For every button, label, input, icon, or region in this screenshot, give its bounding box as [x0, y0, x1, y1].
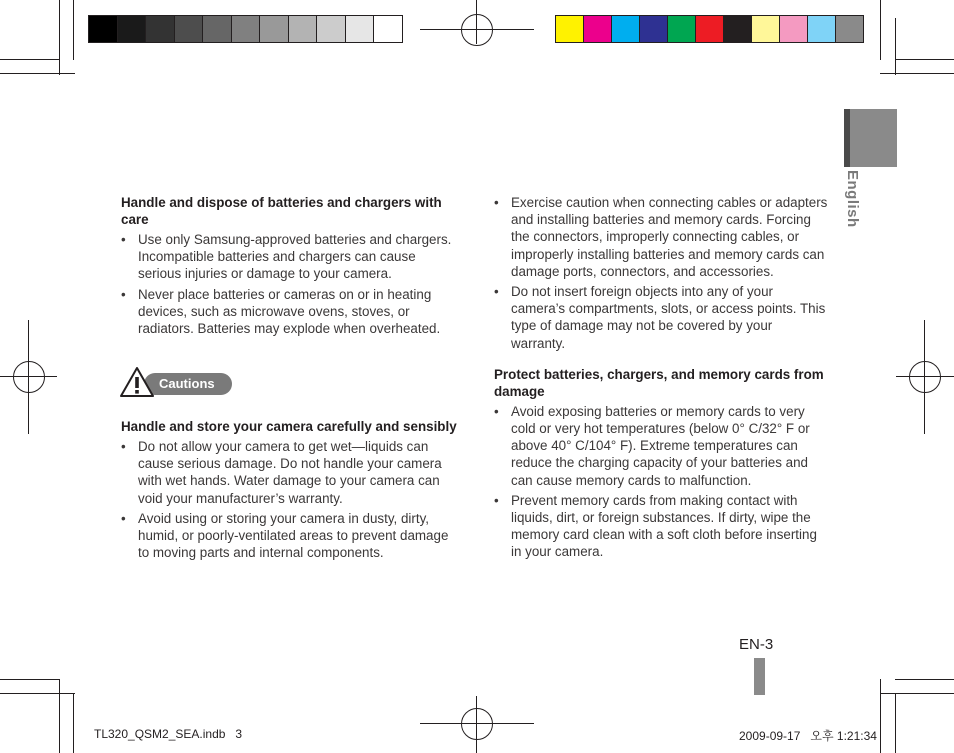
color-swatch	[667, 15, 696, 43]
crop-mark	[880, 679, 881, 753]
bullet-list	[121, 438, 461, 561]
page-number-bar	[754, 658, 765, 695]
list-item: • Do not insert foreign objects into any of your camera’s compartments, slots, or access points. This type of damage may not be covered by your warranty.	[494, 283, 830, 352]
color-swatch	[779, 15, 808, 43]
bullet-list	[494, 194, 830, 352]
section-title-protect: Protect batteries, chargers, and memory cards from damage	[494, 366, 824, 399]
grayscale-swatch-bar	[88, 15, 402, 45]
warning-icon	[119, 366, 155, 398]
crop-mark	[0, 679, 60, 680]
color-swatch	[316, 15, 346, 43]
color-swatch	[117, 15, 147, 43]
bullet-list	[494, 403, 830, 561]
side-tab-marker	[844, 109, 850, 167]
section-title-camera-care: Handle and store your camera carefully and sensibly	[121, 419, 457, 434]
crop-mark	[880, 0, 881, 60]
color-swatch	[639, 15, 668, 43]
crop-mark	[0, 693, 75, 694]
color-swatch	[259, 15, 289, 43]
color-swatch	[807, 15, 836, 43]
list-item: • Avoid exposing batteries or memory cards to very cold or very hot temperatures (below 0° C/32° F or above 40° C/104° F). Extreme temperatures can reduce the charging capacity of your batteries and can cause memory cards to malfunction.	[494, 403, 830, 489]
crop-mark	[880, 693, 954, 694]
page-number: EN-3	[739, 636, 774, 653]
crop-mark	[895, 18, 896, 75]
list-item: • Prevent memory cards from making contact with liquids, dirt, or foreign substances. If dirty, wipe the memory card clean with a soft cloth before inserting in your camera.	[494, 492, 830, 561]
crop-mark	[73, 0, 74, 60]
crop-mark	[0, 73, 75, 74]
color-swatch	[555, 15, 584, 43]
crop-mark	[895, 679, 954, 680]
crop-mark	[895, 59, 954, 60]
side-tab-block	[848, 109, 897, 167]
crop-mark	[59, 0, 60, 75]
color-swatch	[145, 15, 175, 43]
process-color-swatch-bar	[555, 15, 863, 45]
footer-filename: TL320_QSM2_SEA.indb 3	[94, 727, 243, 741]
list-item: • Never place batteries or cameras on or in heating devices, such as microwave ovens, stoves, or radiators. Batteries may explode when overheated.	[121, 286, 461, 338]
color-swatch	[723, 15, 752, 43]
crop-mark	[59, 679, 60, 753]
color-swatch	[751, 15, 780, 43]
crop-mark	[73, 693, 74, 753]
left-column-lower	[121, 418, 461, 561]
color-swatch	[88, 15, 118, 43]
list-item: • Use only Samsung-approved batteries and chargers. Incompatible batteries and chargers can cause serious injuries or damage to your camera.	[121, 231, 461, 283]
color-swatch	[373, 15, 403, 43]
crop-mark	[0, 59, 60, 60]
crop-mark	[880, 73, 954, 74]
cautions-label: Cautions	[144, 373, 232, 395]
bullet-list	[121, 231, 461, 337]
color-swatch	[583, 15, 612, 43]
crop-mark	[895, 693, 896, 753]
right-column	[494, 191, 830, 561]
color-swatch	[202, 15, 232, 43]
color-swatch	[345, 15, 375, 43]
language-tab-label: English	[844, 170, 861, 228]
section-title-batteries: Handle and dispose of batteries and chargers with care	[121, 195, 442, 227]
color-swatch	[174, 15, 204, 43]
list-item: • Exercise caution when connecting cables or adapters and installing batteries and memory cards. Forcing the connectors, improperly connecting cables, or improperly installing batteries and memory cards can damage ports, connectors, and accessories.	[494, 194, 830, 280]
color-swatch	[231, 15, 261, 43]
color-swatch	[611, 15, 640, 43]
list-item: • Avoid using or storing your camera in dusty, dirty, humid, or poorly-ventilated areas to prevent damage to moving parts and internal components.	[121, 510, 461, 562]
list-item: • Do not allow your camera to get wet—liquids can cause serious damage. Do not handle your camera with wet hands. Water damage to your camera can void your manufacturer’s warranty.	[121, 438, 461, 507]
footer-timestamp: 2009-09-17 오후 1:21:34	[739, 729, 877, 743]
color-swatch	[835, 15, 864, 43]
color-swatch	[695, 15, 724, 43]
color-swatch	[288, 15, 318, 43]
left-column	[121, 194, 461, 337]
